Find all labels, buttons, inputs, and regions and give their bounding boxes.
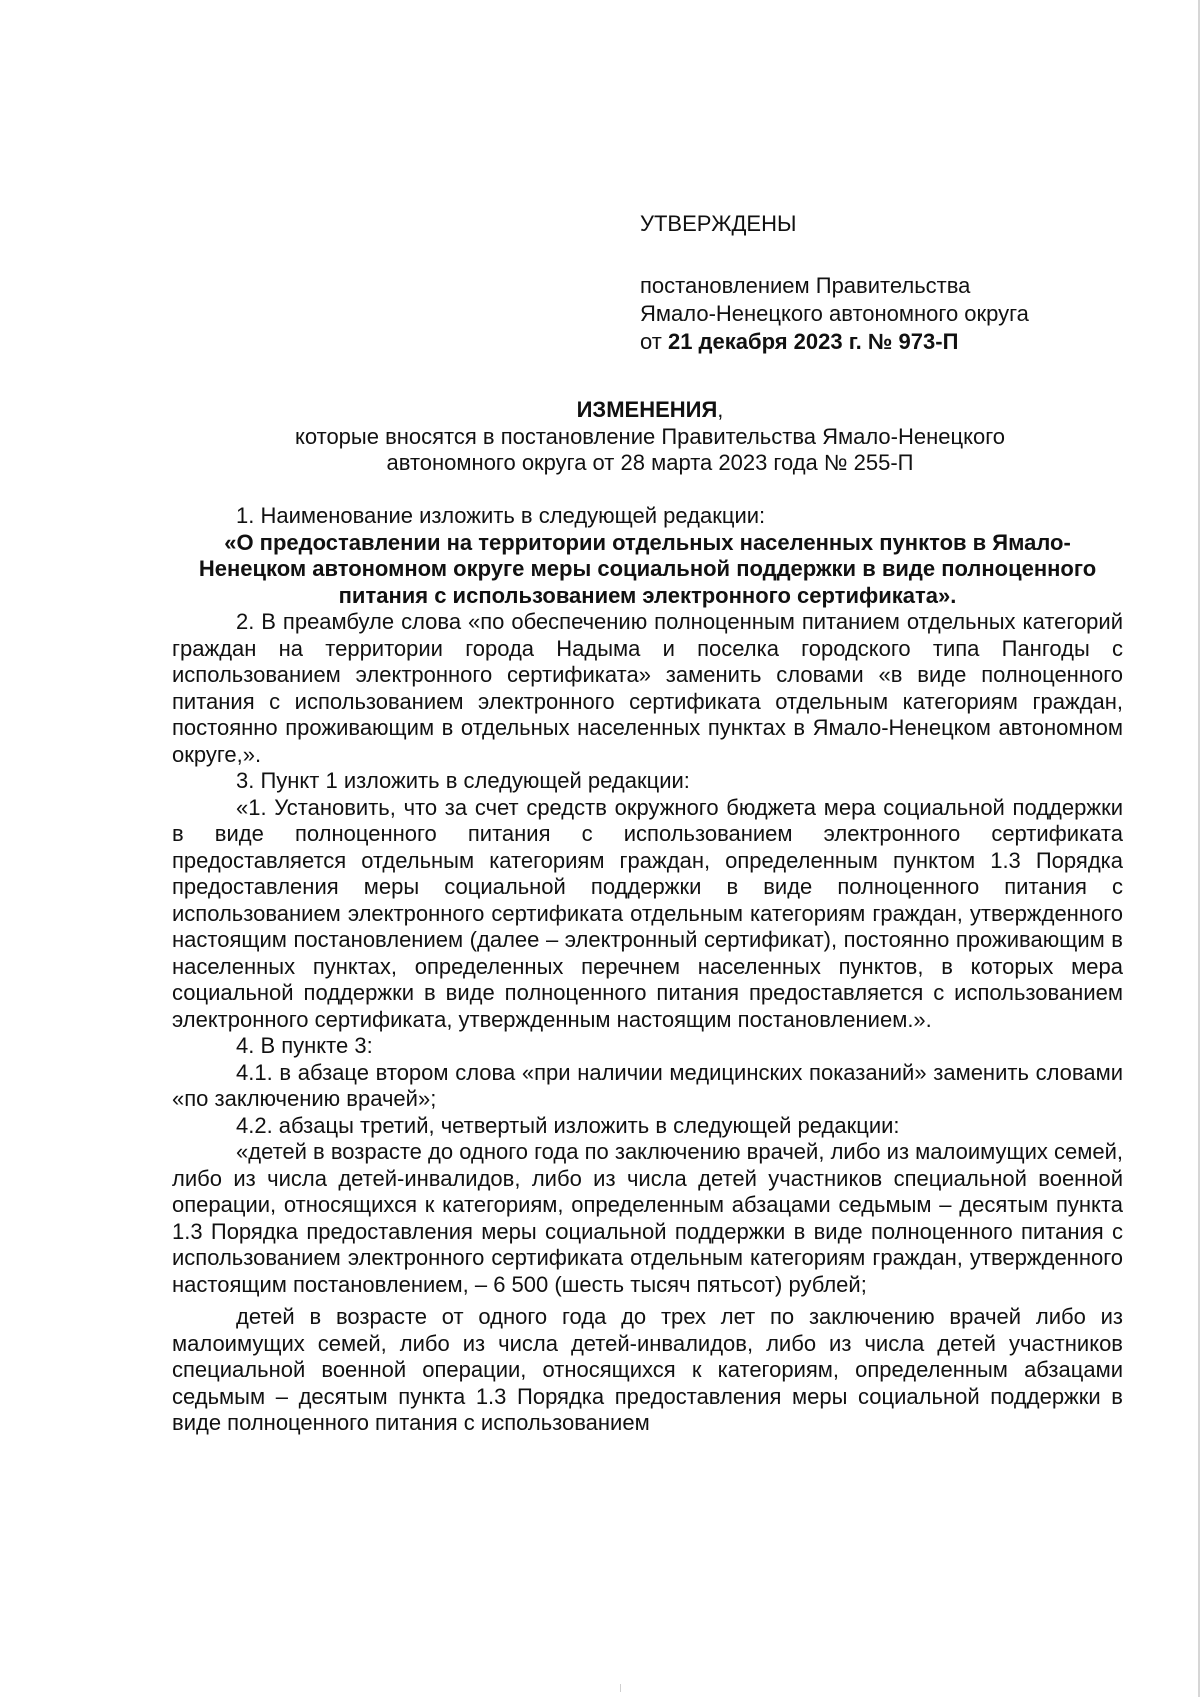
paragraph-3: 3. Пункт 1 изложить в следующей редакции: (236, 768, 690, 793)
heading-subtitle-2: автономного округа от 28 марта 2023 года № 255-П (386, 450, 914, 475)
document-body (172, 503, 1123, 1437)
page-mark (620, 1684, 621, 1692)
approval-title: УТВЕРЖДЕНЫ (640, 211, 797, 236)
document-heading (180, 397, 1120, 477)
approval-date: 21 декабря 2023 г. № 973-П (667, 329, 959, 354)
heading-title: ИЗМЕНЕНИЯ (576, 397, 718, 422)
approval-date-line (640, 328, 1140, 356)
heading-title-line (180, 397, 1120, 424)
paragraph-4-2: 4.2. абзацы третий, четвертый изложить в следующей редакции: (236, 1112, 900, 1138)
paragraph-1-new-title: «О предоставлении на территории отдельных населенных пунктов в Ямало-Ненецком автономном округе меры социальной поддержки в виде полноценного питания с использованием электронного сертификата». (198, 529, 1097, 608)
paragraph-4-2-b: детей в возрасте от одного года до трех лет по заключению врачей либо из малоимущих семей, либо из числа детей-инвалидов, либо из числа детей участников специальной военной операции, относящихся к категориям, определенным абзацами седьмым – десятым пункта 1.3 Порядка предоставления меры социальной поддержки в виде полноценного питания с использованием (172, 1304, 1123, 1435)
paragraph-4-2-a: «детей в возрасте до одного года по заключению врачей, либо из малоимущих семей, либо из числа детей-инвалидов, либо из числа детей участников специальной военной операции, относящихся к категориям, определенным абзацами седьмым – десятым пункта 1.3 Порядка предоставления меры социальной поддержки в виде полноценного питания с использованием электронного сертификата отдельным категориям граждан, утвержденного настоящим постановлением, – 6 500 (шесть тысяч пятьсот) рублей; (172, 1139, 1123, 1297)
approval-line-1: постановлением Правительства (640, 273, 971, 298)
paragraph-4: 4. В пункте 3: (236, 1033, 373, 1058)
heading-subtitle-1: которые вносятся в постановление Правительства Ямало-Ненецкого (294, 423, 1005, 449)
paragraph-1: 1. Наименование изложить в следующей редакции: (236, 503, 766, 528)
paragraph-4-1: 4.1. в абзаце втором слова «при наличии медицинских показаний» заменить словами «по заключению врачей»; (172, 1059, 1123, 1111)
approval-line-2: Ямало-Ненецкого автономного округа (640, 301, 1029, 326)
paragraph-2: 2. В преамбуле слова «по обеспечению полноценным питанием отдельных категорий граждан на территории города Надыма и поселка городского типа Пангоды с использованием электронного сертификата» заменить словами «в виде полноценного питания с использованием электронного сертификата отдельным категориям граждан, постоянно проживающим в отдельных населенных пунктах в Ямало-Ненецком автономном округе,». (172, 609, 1123, 767)
approval-date-prefix: от (640, 329, 668, 354)
paragraph-3-quote: «1. Установить, что за счет средств окружного бюджета мера социальной поддержки в виде полноценного питания с использованием электронного сертификата предоставляется отдельным категориям граждан, определенным пунктом 1.3 Порядка предоставления меры социальной поддержки в виде полноценного питания с использованием электронного сертификата отдельным категориям граждан, утвержденного настоящим постановлением (далее – электронный сертификат), постоянно проживающим в населенных пунктах, определенных перечнем населенных пунктов, в которых мера социальной поддержки в виде полноценного питания предоставляется с использованием электронного сертификата, утвержденным настоящим постановлением.». (172, 794, 1123, 1032)
heading-title-suffix: , (717, 397, 724, 422)
approval-block (640, 210, 1140, 356)
